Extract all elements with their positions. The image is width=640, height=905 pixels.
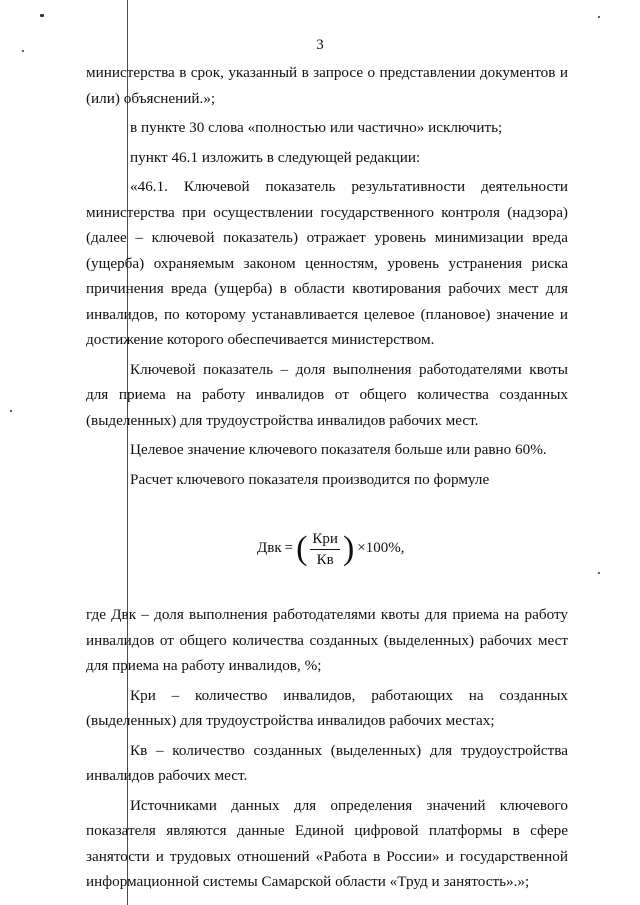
formula-multiplier: ×100%, xyxy=(357,540,405,557)
paragraph: министерства в срок, указанный в запросе о представлении документов и (или) объяснений.»; xyxy=(86,64,568,107)
formula-lhs: Двк xyxy=(257,540,282,557)
formula-denominator: Кв xyxy=(316,551,334,568)
scan-speck xyxy=(598,572,600,574)
paragraph: Ключевой показатель – доля выполнения работодателями квоты для приема на работу инвалидов от общего количества созданных (выделенных) для трудоустройства инвалидов рабочих мест. xyxy=(86,360,568,429)
scan-speck xyxy=(598,16,600,18)
paragraph: в пункте 30 слова «полностью или частично» исключить; xyxy=(130,119,503,136)
formula-numerator: Кри xyxy=(310,529,340,550)
formula xyxy=(86,526,568,572)
scan-speck xyxy=(10,410,12,412)
document-body xyxy=(86,60,568,895)
formula-equals: = xyxy=(284,540,294,557)
definition: где Двк – доля выполнения работодателями квоты для приема на работу инвалидов от общего количества созданных (выделенных) рабочих мест для приема на работу инвалидов, %; xyxy=(86,606,568,674)
paragraph: пункт 46.1 изложить в следующей редакции: xyxy=(130,148,421,166)
definition: Кри – количество инвалидов, работающих на созданных (выделенных) для трудоустройства инвалидов рабочих местах; xyxy=(86,686,568,729)
paragraph: Расчет ключевого показателя производится по формуле xyxy=(130,470,490,488)
formula-fraction xyxy=(310,529,340,570)
scan-speck xyxy=(40,14,44,17)
right-paren: ) xyxy=(342,530,355,567)
paragraph: Источниками данных для определения значений ключевого показателя являются данные Единой цифровой платформы в сфере занятости и трудовых отношений «Работа в России» и государственной информационной системы Самарской области «Труд и занятость».»; xyxy=(86,796,568,890)
paragraph: «46.1. Ключевой показатель результативности деятельности министерства при осуществлении государственного контроля (надзора) (далее – ключевой показатель) отражает уровень минимизации вреда (ущерба) охраняемым законом ценностям, уровень устранения риска причинения вреда (ущерба) в области квотирования рабочих мест для инвалидов, по которому устанавливается целевое (плановое) значение и достижение которого обеспечивается министерством. xyxy=(86,178,568,348)
definition: Кв – количество созданных (выделенных) для трудоустройства инвалидов рабочих мест. xyxy=(86,741,568,784)
page-number: 3 xyxy=(316,37,324,53)
paragraph: Целевое значение ключевого показателя больше или равно 60%. xyxy=(130,441,547,458)
left-paren: ( xyxy=(296,530,308,567)
